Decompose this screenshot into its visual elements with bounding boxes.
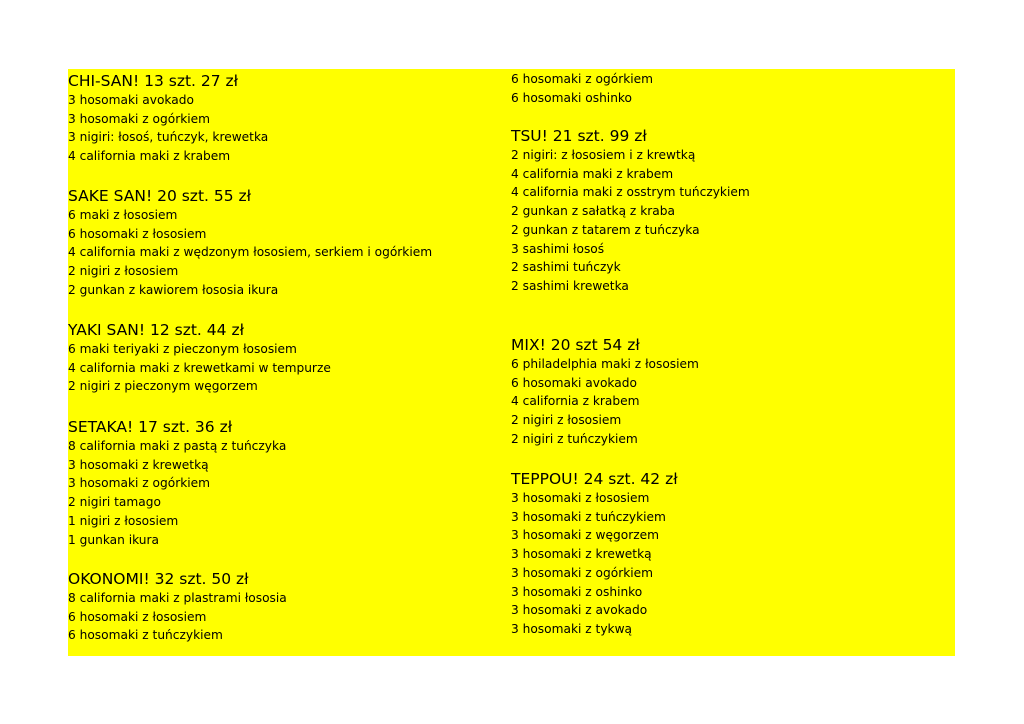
list-item: 3 hosomaki z tykwą [511,621,633,636]
list-item: 6 hosomaki z ogórkiem [511,72,654,86]
list-item: 3 hosomaki z węgorzem [511,528,659,543]
list-item: 3 hosomaki z ogórkiem [511,565,654,580]
list-item: 3 hosomaki z krewetką [68,457,209,472]
list-item: 3 hosomaki z ogórkiem [68,476,211,491]
set-okonomi [68,569,287,645]
list-item: 8 california maki z pastą z tuńczyka [68,439,287,453]
set-title: YAKI SAN! 12 szt. 44 zł [68,321,244,339]
list-item: 3 hosomaki z tuńczykiem [511,509,666,524]
list-item: 2 sashimi krewetka [511,278,629,293]
set-title: SETAKA! 17 szt. 36 zł [68,418,233,436]
continued-items [511,70,653,107]
list-item: 2 sashimi tuńczyk [511,260,621,275]
list-item: 6 hosomaki z tuńczykiem [68,628,223,643]
set-title: SAKE SAN! 20 szt. 55 zł [68,187,252,205]
set-mix [511,335,699,449]
list-item: 2 nigiri z tuńczykiem [511,431,638,446]
set-setaka [68,417,286,549]
list-item: 4 california maki z wędzonym łososiem, serkiem i ogórkiem [68,245,433,260]
set-chi-san [68,71,268,166]
list-item: 2 gunkan z kawiorem łososia ikura [68,282,279,297]
set-yaki-san [68,320,331,396]
list-item: 2 nigiri z pieczonym węgorzem [68,379,258,394]
set-sake-san [68,186,432,300]
list-item: 1 gunkan ikura [68,532,159,547]
set-title: TSU! 21 szt. 99 zł [511,127,647,145]
list-item: 6 hosomaki z łososiem [68,609,207,624]
list-item: 6 philadelphia maki z łososiem [511,357,699,371]
list-item: 8 california maki z plastrami łososia [68,591,287,605]
set-teppou [511,469,678,639]
list-item: 4 california z krabem [511,394,640,409]
list-item: 3 nigiri: łosoś, tuńczyk, krewetka [68,130,269,145]
list-item: 3 sashimi łosoś [511,241,605,256]
list-item: 6 maki teriyaki z pieczonym łososiem [68,342,297,356]
set-title: MIX! 20 szt 54 zł [511,336,640,354]
list-item: 4 california maki z krabem [68,149,231,164]
list-item: 2 gunkan z tatarem z tuńczyka [511,222,700,237]
list-item: 2 gunkan z sałatką z kraba [511,204,675,219]
list-item: 4 california maki z krabem [511,166,674,181]
list-item: 3 hosomaki z ogórkiem [68,111,211,126]
list-item: 4 california maki z krewetkami w tempurze [68,360,331,375]
set-title: CHI-SAN! 13 szt. 27 zł [68,72,239,90]
list-item: 3 hosomaki z oshinko [511,584,643,599]
list-item: 3 hosomaki z krewetką [511,547,652,562]
set-title: TEPPOU! 24 szt. 42 zł [511,470,678,488]
list-item: 2 nigiri z łososiem [511,413,622,428]
list-item: 2 nigiri z łososiem [68,264,179,279]
set-tsu [511,126,750,296]
set-title: OKONOMI! 32 szt. 50 zł [68,570,249,588]
list-item: 6 maki z łososiem [68,208,178,222]
list-item: 3 hosomaki z avokado [511,603,648,618]
list-item: 3 hosomaki z łososiem [511,491,650,505]
list-item: 6 hosomaki avokado [511,375,637,390]
list-item: 3 hosomaki avokado [68,93,194,107]
list-item: 2 nigiri: z łososiem i z krewtką [511,148,696,162]
list-item: 6 hosomaki z łososiem [68,226,207,241]
menu-sheet [68,69,955,656]
list-item: 4 california maki z osstrym tuńczykiem [511,185,750,200]
list-item: 6 hosomaki oshinko [511,90,632,105]
list-item: 2 nigiri tamago [68,495,161,510]
list-item: 1 nigiri z łososiem [68,513,179,528]
